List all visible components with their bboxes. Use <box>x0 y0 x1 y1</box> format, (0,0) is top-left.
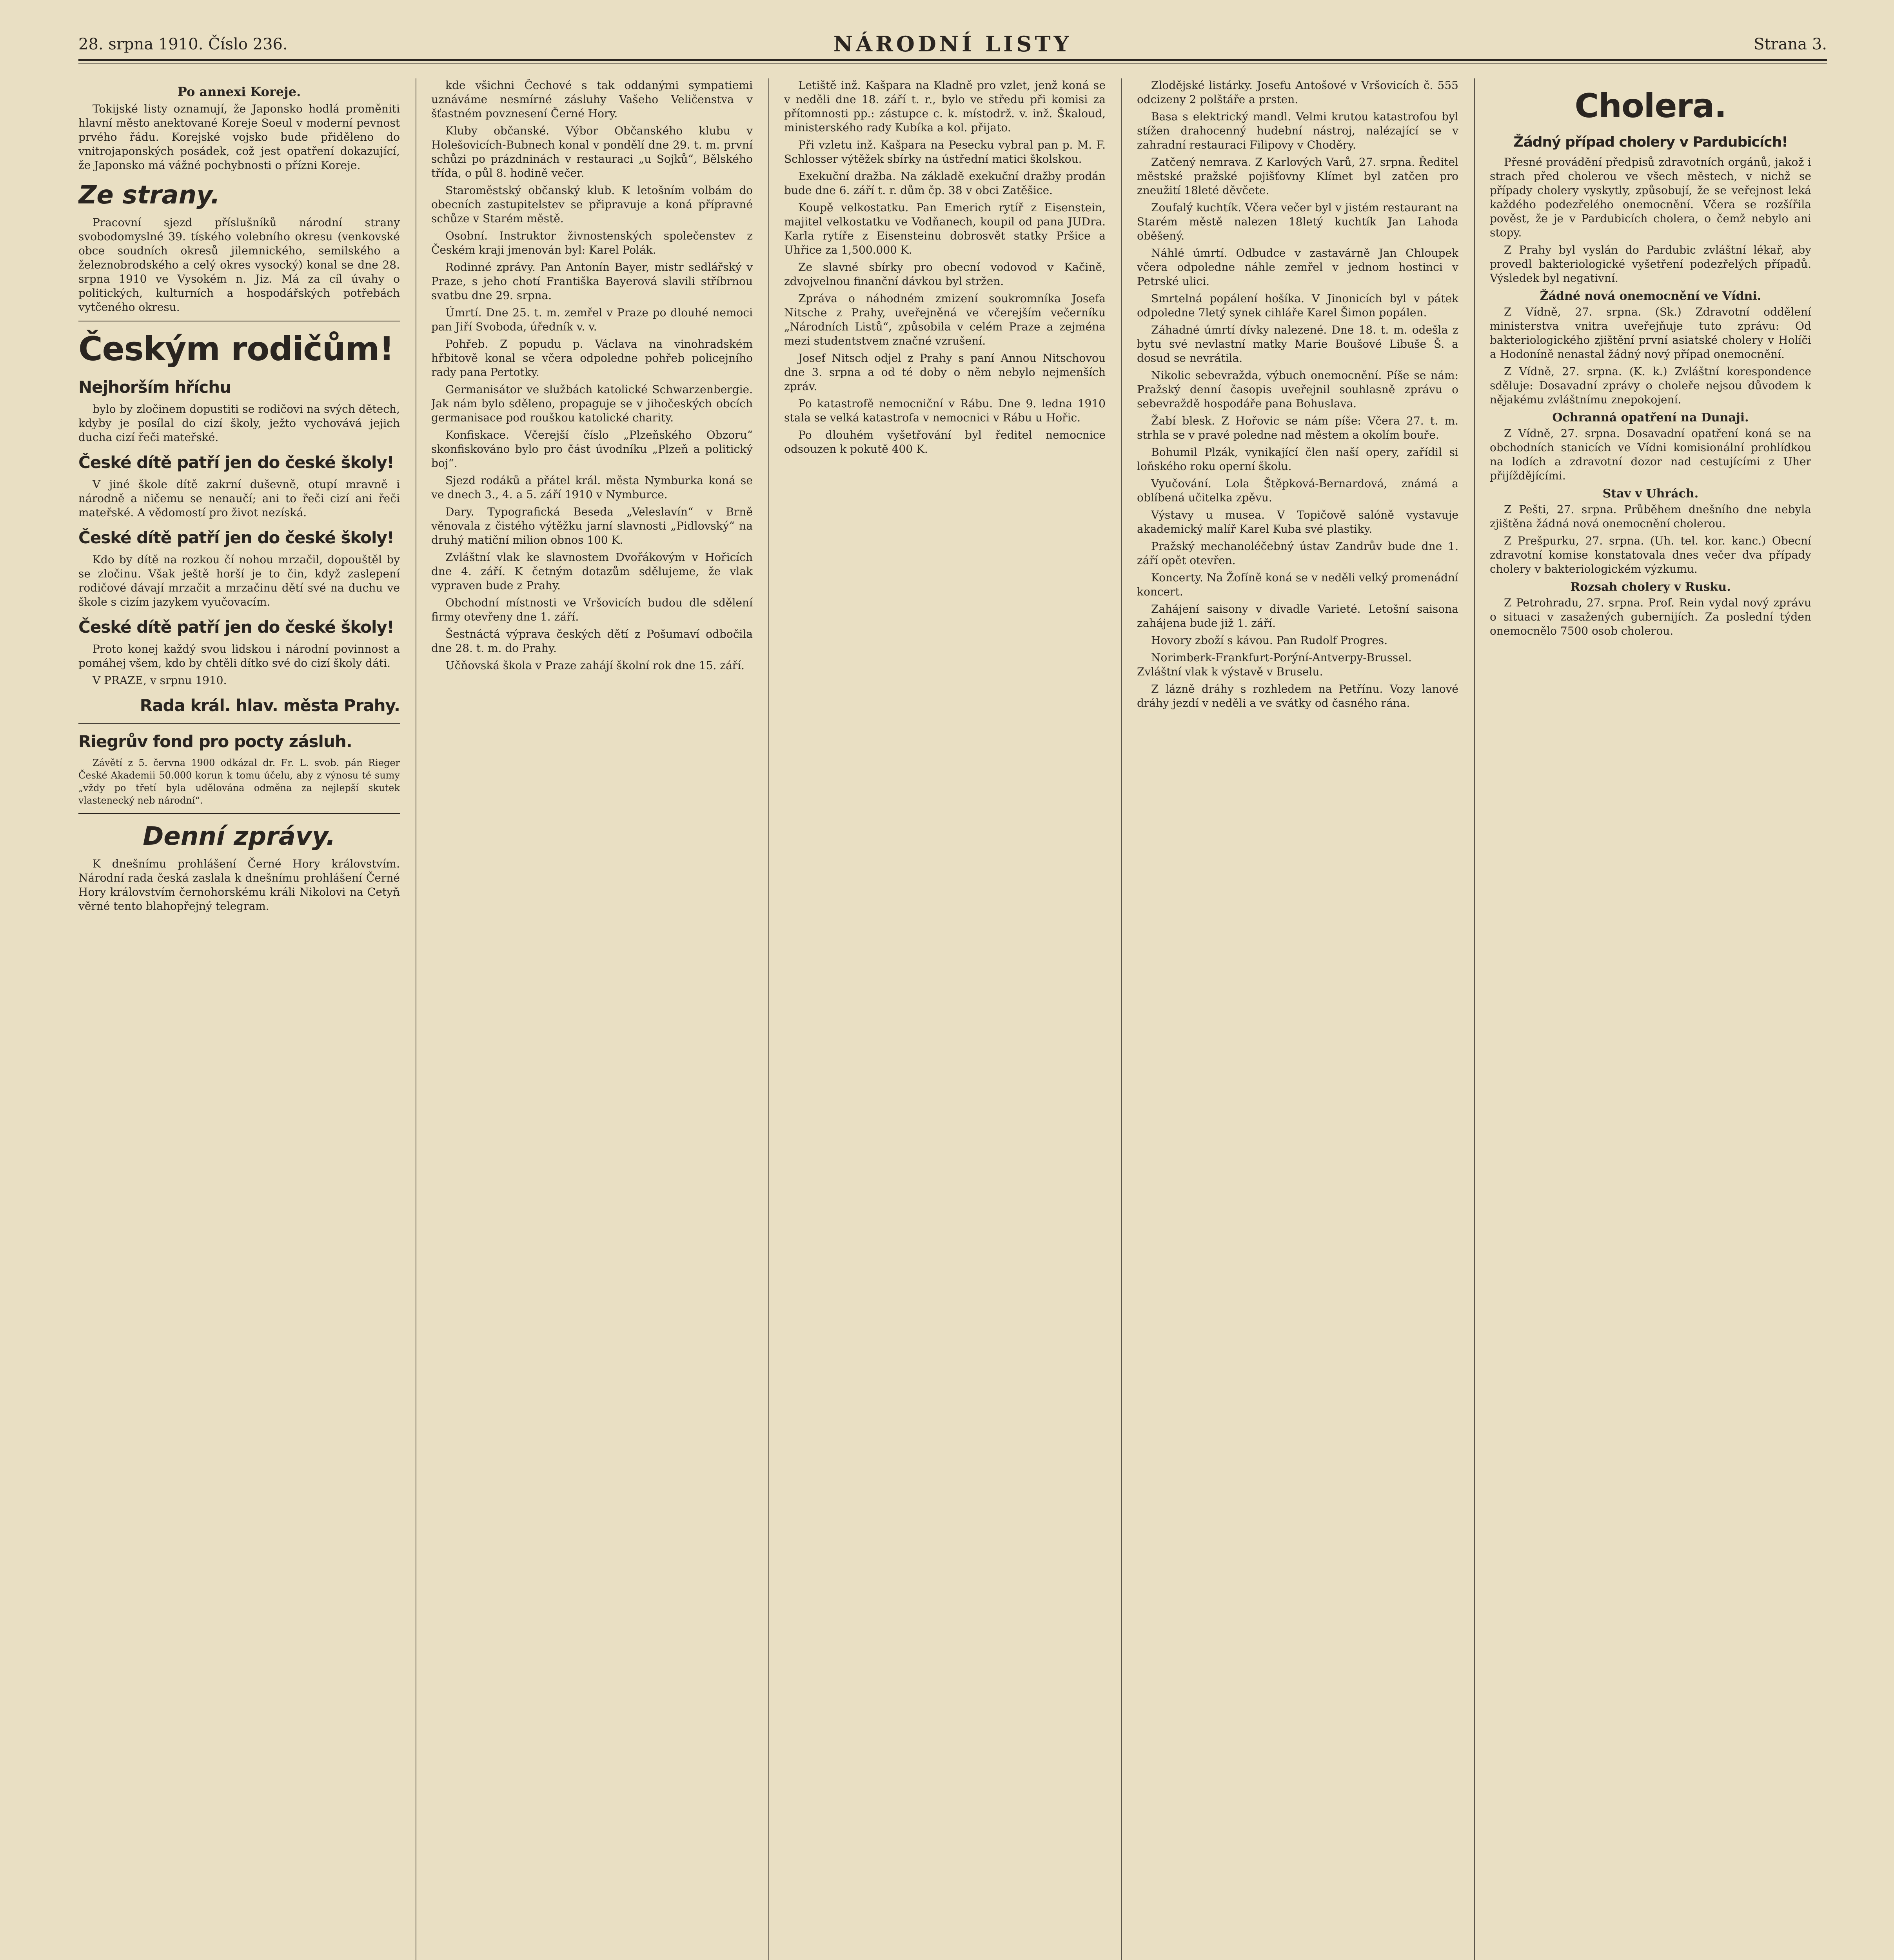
news-sjezd: Sjezd rodáků a přátel král. města Nymburka koná se ve dnech 3., 4. a 5. září 1910 v Nymburce. <box>431 474 753 501</box>
article-japan: Tokijské listy oznamují, že Japonsko hodlá proměniti hlavní město anektované Koreje Soeul v moderní pevnost prvého řádu. Korejské vojsko bude přiděleno do vnitrojaponských posádek, což jest opatření dokazující, že Japonsko má vážné pochybnosti o přízni Koreje. <box>78 102 400 172</box>
column-4 <box>1137 78 1458 1960</box>
news-nitsch: Josef Nitsch odjel z Prahy s paní Annou Nitschovou dne 3. srpna a od té doby o něm nebylo nejmenších zpráv. <box>784 352 1106 393</box>
paragraph-dite-3: Proto konej každý svou lidskou i národní povinnost a pomáhej všem, kdo by chtěli dítko své do cizí školy dáti. <box>78 642 400 670</box>
news-zoufaly: Zoufalý kuchtík. Včera večer byl v jistém restaurant na Starém městě nalezen 18letý kuchtík Jan Lahoda oběšený. <box>1137 201 1458 242</box>
heading-ceskym-rodicum: Českým rodičům! <box>78 330 394 368</box>
section-heading-strany: Ze strany. <box>78 181 220 210</box>
paragraph-uhry: Z Pešti, 27. srpna. Průběhem dnešního dne nebyla zjištěna žádná nová onemocnění cholerou. <box>1490 503 1811 530</box>
news-smrtelna: Smrtelná popálení hošíka. V Jinonicích byl v pátek odpoledne 7letý synek cihláře Karel Šimon popálen. <box>1137 292 1458 319</box>
news-norimberk: Norimberk-Frankfurt-Porýní-Antverpy-Brussel. Zvláštní vlak k výstavě v Bruselu. <box>1137 651 1412 678</box>
heading-rieger: Riegrův fond pro pocty zásluh. <box>78 732 352 751</box>
column-2 <box>431 78 753 1960</box>
news-divadlo: Zahájení saisony v divadle Varieté. Letošní saisona zahájena bude již 1. září. <box>1137 603 1458 630</box>
masthead <box>78 31 1827 59</box>
heading-pardubice: Žádný případ cholery v Pardubicích! <box>1513 134 1788 150</box>
news-ovciny: Učňovská škola v Praze zahájí školní rok dne 15. září. <box>445 659 745 672</box>
news-dvorakovy: Zvláštní vlak ke slavnostem Dvořákovým v Hořicích dne 4. září. K četným dotazům sdělujeme, že vlak vypraven bude z Prahy. <box>431 551 753 592</box>
news-zatceny: Zatčený nemrava. Z Karlových Varů, 27. srpna. Ředitel městské pražské pojišťovny Klímet byl zatčen pro zneužití 18leté děvčete. <box>1137 156 1458 197</box>
paragraph-nejhorsim: bylo by zločinem dopustiti se rodičovi na svých dětech, kdyby je posílal do cizí školy, ježto vychovává jejich ducha cizí řeči mateřské. <box>78 403 400 444</box>
paragraph-vidni-2: Z Vídně, 27. srpna. (K. k.) Zvláštní korespondence sděluje: Dosavadní zprávy o choleře nejsou důvodem k nějakému zvláštnímu znepokojení. <box>1490 365 1811 406</box>
column-rule <box>1121 78 1122 1960</box>
column-rule <box>768 78 769 1960</box>
heading-cholera: Cholera. <box>1574 87 1727 125</box>
news-germanisator: Germanisátor ve službách katolické Schwarzenbergie. Jak nám bylo sděleno, propaguje se v jihočeských obcích germanisace pod rouškou katolické charity. <box>431 383 753 424</box>
news-prazsky: Pražský mechanoléčebný ústav Zandrův bude dne 1. září opět otevřen. <box>1137 540 1458 567</box>
paragraph-dite-1: V jiné škole dítě zakrní duševně, otupí mravně i národně a ničemu se nenaučí; ani to řeči cizí ani řeči mateřské. A vědomostí pro život nezíská. <box>78 478 400 519</box>
divider <box>78 813 400 814</box>
place-date: V PRAZE, v srpnu 1910. <box>93 674 227 687</box>
news-konfiskace: Konfiskace. Včerejší číslo „Plzeňského Obzoru“ skonfiskováno bylo pro část úvodníku „Plzeň a politický boj“. <box>431 428 753 470</box>
news-vzlet: Při vzletu inž. Kašpara na Pesecku vybral pan p. M. F. Schlosser výtěžek sbírky na ústřední matici školskou. <box>784 138 1106 165</box>
news-hovory: Hovory zboží s kávou. Pan Rudolf Progres. <box>1151 634 1388 647</box>
news-umrti: Úmrtí. Dne 25. t. m. zemřel v Praze po dlouhé nemoci pan Jiří Svoboda, úředník v. v. <box>431 306 753 333</box>
news-vystavy: Výstavy u musea. V Topičově salóně vystavuje akademický malíř Karel Kuba své plastiky. <box>1137 508 1458 535</box>
paragraph-prespurk: Z Prešpurku, 27. srpna. (Uh. tel. kor. kanc.) Obecní zdravotní komise konstatovala dnes večer dva případy cholery v bakteriologickém výzkumu. <box>1490 534 1811 575</box>
column-5 <box>1490 78 1811 1960</box>
page-number: Strana 3. <box>1754 35 1827 53</box>
news-zahada: Záhadné úmrtí dívky nalezené. Dne 18. t. m. odešla z bytu své nevlastní matky Marie Boušové Libuše Š. a dosud se nevrátila. <box>1137 323 1458 365</box>
news-bohumil: Bohumil Plzák, vynikající člen naší opery, zařídil si loňského roku operní školu. <box>1137 446 1458 473</box>
paragraph-dite-2: Kdo by dítě na rozkou čí nohou mrzačil, dopouštěl by se zločinu. Však ještě horší je to čin, když zaslepení rodičové dávají mrzačit a mrzačinu dětí své na duchu ve škole s cizím jazykem vyučovacím. <box>78 553 400 608</box>
news-rodinne: Rodinné zprávy. Pan Antonín Bayer, mistr sedlářský v Praze, s jeho chotí Františka Bayerová slavili stříbrnou svatbu dne 29. srpna. <box>431 261 753 302</box>
news-vyucovani: Vyučování. Lola Štěpková-Bernardová, známá a oblíbená učitelka zpěvu. <box>1137 477 1458 504</box>
column-3 <box>784 78 1106 1960</box>
heading-rada: Rada král. hlav. města Prahy. <box>140 696 400 715</box>
masthead-rule <box>78 59 1827 61</box>
heading-denni-zpravy: Denní zprávy. <box>143 822 336 851</box>
paper-title: NÁRODNÍ LISTY <box>833 31 1072 56</box>
news-zlodejsky: Zlodějské listárky. Josefu Antošové v Vršovicích č. 555 odcizeny 2 polštáře a prsten. <box>1137 79 1458 106</box>
news-osobni: Osobní. Instruktor živnostenských společenstev z Českém kraji jmenován byl: Karel Polák. <box>431 229 753 256</box>
news-exekuce: Exekuční dražba. Na základě exekuční dražby prodán bude dne 6. září t. r. dům čp. 38 v obci Zatěšice. <box>784 170 1106 197</box>
news-dary: Dary. Typografická Beseda „Veleslavín“ v Brně věnovala z čistého výtěžku jarní slavnosti „Pidlovský“ na druhý matiční milion obnos 100 K. <box>431 505 753 546</box>
paragraph-vidni: Z Vídně, 27. srpna. (Sk.) Zdravotní oddělení ministerstva vnitra uveřejňuje tuto zprávu: Od bakteriologického zjištění první asiatské cholery v Holíči a Hodoníně nenastal žádný nový případ onemocnění. <box>1490 305 1811 361</box>
heading-ceske-dite-1: České dítě patří jen do české školy! <box>78 453 394 472</box>
heading-nejhorsim: Nejhorším hříchu <box>78 377 231 397</box>
column-1 <box>78 78 400 1960</box>
news-katastrofa: Po katastrofě nemocniční v Rábu. Dne 9. ledna 1910 stala se velká katastrofa v nemocnici v Rábu u Hořic. <box>784 397 1106 424</box>
heading-rusko: Rozsah cholery v Rusku. <box>1570 580 1731 594</box>
news-zaby: Žabí blesk. Z Hořovic se nám píše: Včera 27. t. m. strhla se v pravé poledne nad městem a okolím bouře. <box>1137 414 1458 441</box>
paragraph-dunaj: Z Vídně, 27. srpna. Dosavadní opatření koná se na obchodních stanicích ve Vídni komisionální prohlídkou na lodích a zdravotní dozor nad cestujícími z Uher přijíždějícími. <box>1490 427 1811 482</box>
news-nahle: Náhlé úmrtí. Odbudce v zastavárně Jan Chloupek včera odpoledne náhle zemřel v jednom hostinci v Petrské ulici. <box>1137 247 1458 288</box>
news-pohreb: Pohřeb. Z popudu p. Václava na vinohradském hřbitově konal se včera odpoledne pohřeb policejního rady pana Pertotky. <box>431 338 753 379</box>
heading-ceske-dite-3: České dítě patří jen do české školy! <box>78 617 394 637</box>
heading-vidni: Žádné nová onemocnění ve Vídni. <box>1540 289 1761 303</box>
news-vodovod: Ze slavné sbírky pro obecní vodovod v Kačině, zdvojvelnou finanční dávkou byl stržen. <box>784 261 1106 288</box>
paragraph-intro: kde všichni Čechové s tak oddanými sympatiemi uznáváme nesmírné zásluhy Vašeho Veličenstva v šťastném povznesení Černé Hory. <box>431 79 753 120</box>
news-lazne: Z lázně dráhy s rozhledem na Petřínu. Vozy lanové dráhy jezdí v neděli a ve svátky od časného rána. <box>1137 682 1458 710</box>
news-koupe: Koupě velkostatku. Pan Emerich rytíř z Eisenstein, majitel velkostatku ve Vodňanech, koupil od pana JUDra. Karla rytíře z Eisensteinu dobrosvět statky Pršice a Uhřice za 1,500.000 K. <box>784 201 1106 256</box>
heading-ceske-dite-2: České dítě patří jen do české školy! <box>78 528 394 547</box>
news-obchodni: Obchodní místnosti ve Vršovicích budou dle sdělení firmy otevřeny dne 1. září. <box>431 596 753 623</box>
news-basa: Basa s elektrický mandl. Velmi krutou katastrofou byl stížen drahocenný hudební nástroj, nalézající se v zahradní restauraci Filipovy v Choděry. <box>1137 110 1458 151</box>
news-letiste: Letiště inž. Kašpara na Kladně pro vzlet, jenž koná se v neděli dne 18. září t. r., bylo ve středu při komisi za přítomnosti pp.: zástupce c. k. místodrž. v. inž. Škaloud, ministerského rady Kubíka a kol. přijato. <box>784 79 1106 134</box>
news-koncerty: Koncerty. Na Žofíně koná se v neděli velký promenádní koncert. <box>1137 571 1458 598</box>
divider <box>78 723 400 724</box>
news-kluby: Kluby občanské. Výbor Občanského klubu v Holešovicích-Bubnech konal v pondělí dne 29. t. m. první schůzi po prázdninách v restauraci „u Sojků“, Bělského třída, o půl 8. hodině večer. <box>431 124 753 180</box>
paragraph-rusko: Z Petrohradu, 27. srpna. Prof. Rein vydal nový zprávu o situaci v zasažených gubernijích. Za poslední týden onemocnělo 7500 osob cholerou. <box>1490 596 1811 637</box>
news-rabu: Po dlouhém vyšetřování byl ředitel nemocnice odsouzen k pokutě 400 K. <box>784 428 1106 456</box>
news-zprava-nitsch: Zpráva o náhodném zmizení soukromníka Josefa Nitsche z Prahy, uveřejněná ve včerejším večerníku „Národních Listů“, způsobila v celém Praze a zejména mezi studentstvem značné vzrušení. <box>784 292 1106 347</box>
paragraph-lekar: Z Prahy byl vyslán do Pardubic zvláštní lékař, aby provedl bakteriologické vyšetření podezřelých případů. Výsledek byl negativní. <box>1490 243 1811 285</box>
heading-dunaj: Ochranná opatření na Dunaji. <box>1552 411 1749 425</box>
issue-date: 28. srpna 1910. Číslo 236. <box>78 35 288 53</box>
paragraph-rieger: Závětí z 5. června 1900 odkázal dr. Fr. L. svob. pán Rieger České Akademii 50.000 korun k tomu účelu, aby z výnosu té sumy „vždy po třetí byla udělována odměna za nejlepší skutek vlastenecký neb národní“. <box>78 757 400 806</box>
column-rule <box>1474 78 1475 1960</box>
section-heading-japan: Po annexi Koreje. <box>177 84 301 99</box>
article-strany: Pracovní sjezd příslušníků národní strany svobodomyslné 39. tíského volebního okresu (venkovské obce soudních okresů jilemnického, semilského a železnobrodského a celý okres vysocký) konal se dne 28. srpna 1910 ve Vysokém n. Jiz. Má za cíl úvahy o politických, kulturních a hospodářských potřebách vytčeného okresu. <box>78 216 400 314</box>
paragraph-denni: K dnešnímu prohlášení Černé Hory královstvím. Národní rada česká zaslala k dnešnímu prohlášení Černé Hory královstvím černohorskému králi Nikolovi na Cetyň věrné tento blahopřejný telegram. <box>78 857 400 913</box>
news-nikolic: Nikolic sebevražda, výbuch onemocnění. Píše se nám: Pražský denní časopis uveřejnil souhlasně zprávu o sebevraždě hospodáře pana Bohuslava. <box>1137 369 1458 410</box>
news-staromestsky: Staroměstský občanský klub. K letošním volbám do obecních zastupitelstev se připravuje a koná přípravné schůze v Starém městě. <box>431 184 753 225</box>
news-cestovani: Šestnáctá výprava českých dětí z Pošumaví odbočila dne 28. t. m. do Prahy. <box>431 628 753 655</box>
paragraph-pardubice: Přesné provádění předpisů zdravotních orgánů, jakož i strach před cholerou ve všech městech, v nichž se případy cholery vyskytly, způsobují, že se veřejnost leká každého podezřelého onemocnění. Včera se rozšířila pověst, že je v Pardubicích cholera, o čemž nebylo ani stopy. <box>1490 156 1811 239</box>
heading-uhry: Stav v Uhrách. <box>1602 487 1699 501</box>
